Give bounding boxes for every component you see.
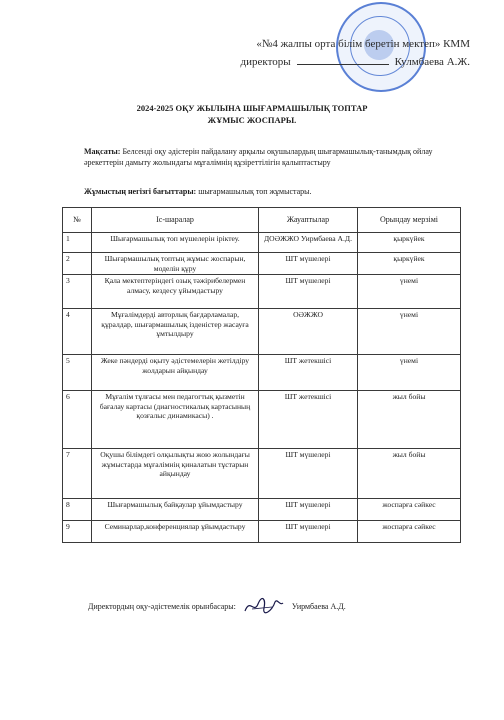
signature-line (297, 53, 389, 65)
table-header-row (63, 208, 461, 233)
row-event: Шығармашылық топ мүшелерін іріктеу. (92, 233, 259, 253)
goal-label: Мақсаты: (84, 147, 121, 156)
approval-block (241, 36, 470, 71)
footer-role: Директордың оқу-әдістемелік орынбасары: (88, 601, 236, 611)
row-number: 5 (63, 355, 92, 391)
header-events: Іс-шаралар (92, 208, 259, 233)
table-row (63, 391, 461, 449)
table-row (63, 309, 461, 355)
row-event: Оқушы білімдегі олқылықты жою жолындағы жұмыстарда мұғалімнің қиналатын тұстарын айқындау (92, 449, 259, 499)
row-deadline: үнемі (358, 309, 461, 355)
table-row (63, 499, 461, 521)
row-responsible: ШТ жетекшісі (259, 355, 358, 391)
direction-paragraph (84, 186, 464, 197)
row-number: 9 (63, 521, 92, 543)
row-deadline: қыркүйек (358, 233, 461, 253)
row-responsible: ШТ мүшелері (259, 449, 358, 499)
row-event: Шығармашылық байқаулар ұйымдастыру (92, 499, 259, 521)
direction-label: Жұмыстың негізгі бағыттары: (84, 187, 197, 196)
table-row (63, 233, 461, 253)
row-deadline: үнемі (358, 355, 461, 391)
goal-paragraph (84, 146, 464, 168)
title-line-2: ЖҰМЫС ЖОСПАРЫ. (207, 115, 297, 125)
row-number: 4 (63, 309, 92, 355)
row-number: 8 (63, 499, 92, 521)
row-event: Семинарлар,конференциялар ұйымдастыру (92, 521, 259, 543)
table-row (63, 521, 461, 543)
handwritten-signature (242, 596, 286, 616)
footer-signature-block (88, 596, 346, 616)
row-deadline: жыл бойы (358, 449, 461, 499)
header-number: № (63, 208, 92, 233)
goal-text: Белсенді оқу әдістерін пайдалану арқылы оқушылардың шығармашылық-танымдық ойлау әрекеттерін дамыту жолындағы мұғалімнің құзіреттілігін қалыптастыру (84, 147, 433, 167)
row-deadline: жоспарға сәйкес (358, 521, 461, 543)
row-deadline: жоспарға сәйкес (358, 499, 461, 521)
row-deadline: жыл бойы (358, 391, 461, 449)
document-title (60, 102, 444, 126)
row-responsible: ШТ мүшелері (259, 275, 358, 309)
header-responsible: Жауаптылар (259, 208, 358, 233)
approval-name: Кулмбаева А.Ж. (394, 56, 470, 68)
row-event: Мұғалім тұлғасы мен педагогтық қызметін бағалау картасы (диагностикалық картасының қозғалыс динамикасы) . (92, 391, 259, 449)
table-row (63, 355, 461, 391)
footer-name: Уирмбаева А.Д. (291, 601, 346, 611)
approval-line-2 (241, 53, 470, 71)
row-number: 2 (63, 253, 92, 275)
row-deadline: қыркүйек (358, 253, 461, 275)
approval-role: директоры (240, 56, 291, 68)
direction-text: шығармашылық топ жұмыстары. (198, 187, 312, 196)
row-number: 7 (63, 449, 92, 499)
row-event: Қала мектептеріндегі озық тәжірибелермен алмасу, кездесу ұйымдастыру (92, 275, 259, 309)
row-event: Жеке пәндерді оқыту әдістемелерін жетілдіру жолдарын айқындау (92, 355, 259, 391)
table-row (63, 449, 461, 499)
row-event: Шығармашылық топтың жұмыс жоспарын, моделін құру (92, 253, 259, 275)
row-number: 6 (63, 391, 92, 449)
approval-line-1: «№4 жалпы орта білім беретін мектеп» КММ (256, 38, 470, 50)
row-event: Мұғалімдерді авторлық бағдарламалар, құралдар, шығармашылық ізденістер жасауға ұмтылдыру (92, 309, 259, 355)
row-responsible: ШТ мүшелері (259, 253, 358, 275)
header-deadline: Орындау мерзімі (358, 208, 461, 233)
row-responsible: ШТ мүшелері (259, 499, 358, 521)
table-row (63, 253, 461, 275)
row-number: 1 (63, 233, 92, 253)
row-number: 3 (63, 275, 92, 309)
table-row (63, 275, 461, 309)
work-plan-table (62, 207, 461, 543)
row-responsible: ДОӘЖЖО Уирмбаева А.Д. (259, 233, 358, 253)
row-responsible: ШТ мүшелері (259, 521, 358, 543)
title-line-1: 2024-2025 ОҚУ ЖЫЛЫНА ШЫҒАРМАШЫЛЫҚ ТОПТАР (136, 103, 368, 113)
row-deadline: үнемі (358, 275, 461, 309)
row-responsible: ОӘЖЖО (259, 309, 358, 355)
row-responsible: ШТ жетекшісі (259, 391, 358, 449)
